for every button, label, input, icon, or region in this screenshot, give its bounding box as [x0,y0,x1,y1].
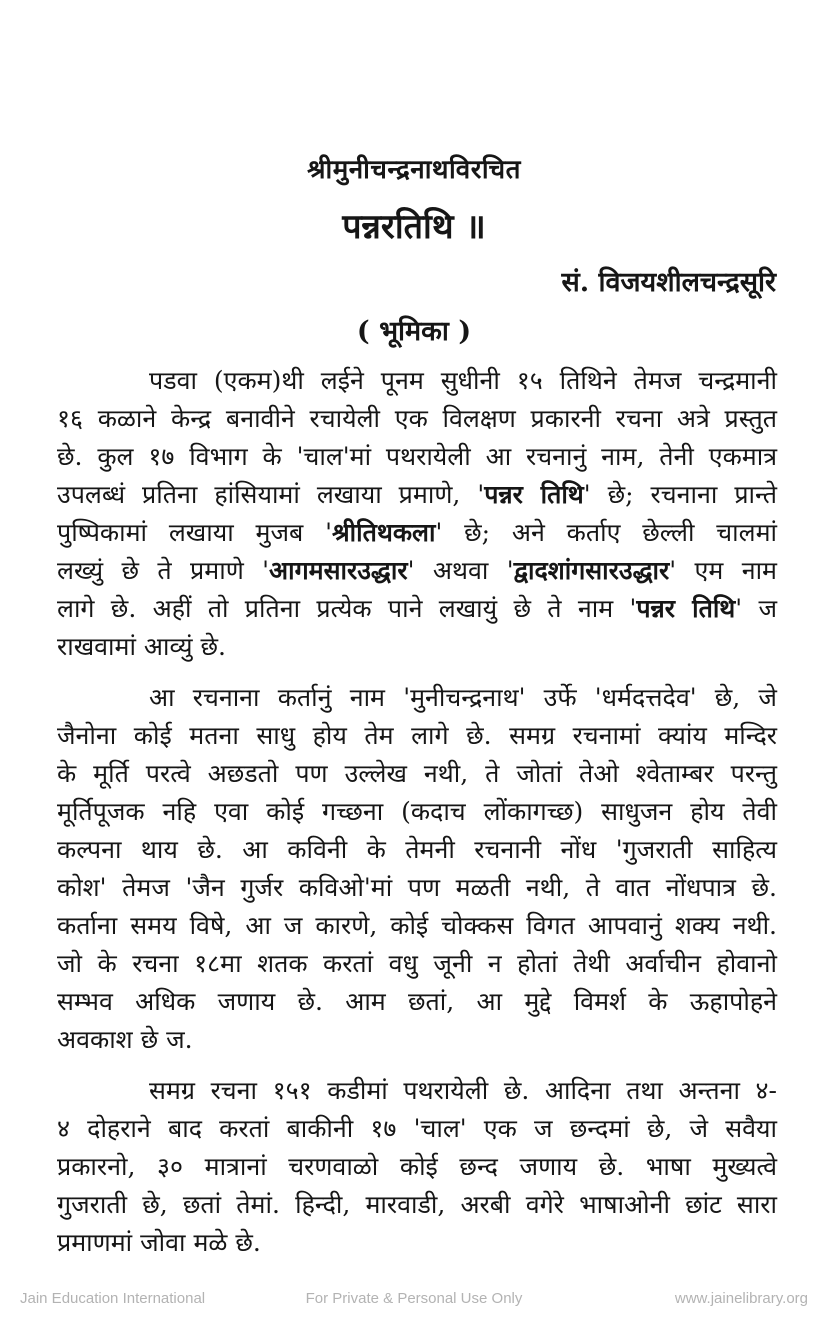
text-line [57,945,777,983]
bold-title-text: पन्नर तिथि [636,594,736,623]
bold-title-text: द्वादशांगसारउद्धार [513,556,670,585]
paragraph [57,362,777,666]
bold-title-text: आगमसारउद्धार [269,556,408,585]
text-line [57,552,777,590]
text-line [57,590,777,628]
footer-center-text: For Private & Personal Use Only [305,1290,523,1307]
title-block [0,0,828,348]
text-line [57,793,777,831]
body-paragraphs [57,362,777,1262]
bold-title-text: श्रीतिथकला [331,518,436,547]
text-segment: पडवा (एकम)थी लईने पूनम सुधीनी १५ तिथिने तेमज चन्द्रमानी [149,366,777,395]
text-line [57,755,777,793]
text-segment: गुजराती छे, छतां तेमां. हिन्दी, मारवाडी, अरबी वगेरे भाषाओनी छांट सारा [57,1190,777,1219]
text-line [57,907,777,945]
text-segment: १६ कळाने केन्द्र बनावीने रचायेली एक विलक्षण प्रकारनी रचना अत्रे प्रस्तुत [57,404,777,433]
text-segment: जो के रचना १८मा शतक करतां वधु जूनी न होतां तेथी अर्वाचीन होवानो [57,949,777,978]
text-segment: राखवामां आव्युं छे. [57,632,226,661]
text-segment: ' अथवा ' [407,556,514,585]
text-segment: ' छे; अने कर्ताए छेल्ली चालमां [435,518,777,547]
text-segment: अवकाश छे ज. [57,1025,193,1054]
text-line [57,514,777,552]
text-segment: ४ दोहराने बाद करतां बाकीनी १७ 'चाल' एक ज छन्दमां छे, जे सवैया [57,1114,777,1143]
text-segment: प्रकारनो, ३० मात्रानां चरणवाळो कोई छन्द जणाय छे. भाषा मुख्यत्वे [57,1152,777,1181]
section-heading-bhumika: ( भूमिका ) [356,316,472,347]
text-line [57,1072,777,1110]
text-segment: आ रचनाना कर्तानुं नाम 'मुनीचन्द्रनाथ' उर्फे 'धर्मदत्तदेव' छे, जे [149,683,777,712]
footer-right-text: www.jainelibrary.org [674,1290,808,1307]
text-line [57,1148,777,1186]
text-line [57,1021,777,1059]
text-line [57,1224,777,1262]
text-segment: उपलब्धं प्रतिना हांसियामां लखाया प्रमाणे, ' [57,480,485,509]
text-segment: ' एम नाम [669,556,778,585]
text-line [57,679,777,717]
text-segment: ' छे; रचनाना प्रान्ते [583,480,777,509]
text-segment: ' ज [735,594,778,623]
text-line [57,1110,777,1148]
text-line [57,476,777,514]
text-segment: जैनोना कोई मतना साधु होय तेम लागे छे. समग्र रचनामां क्यांय मन्दिर [57,721,777,750]
editor-credit: सं. विजयशीलचन्द्रसूरि [561,267,776,298]
paragraph [57,679,777,1059]
text-line [57,983,777,1021]
text-segment: के मूर्ति परत्वे अछडतो पण उल्लेख नथी, ते जोतां तेओ श्वेताम्बर परन्तु [57,759,777,788]
footer-left-text: Jain Education International [20,1290,206,1307]
text-segment: प्रमाणमां जोवा मळे छे. [57,1228,261,1257]
text-line [57,831,777,869]
text-line [57,400,777,438]
text-segment: कोश' तेमज 'जैन गुर्जर कविओ'मां पण मळती नथी, ते वात नोंधपात्र छे. [57,873,777,902]
text-segment: मूर्तिपूजक नहि एवा कोई गच्छना (कदाच लोंकागच्छ) साधुजन होय तेवी [57,797,777,826]
text-segment: कल्पना थाय छे. आ कविनी के तेमनी रचनानी नोंध 'गुजराती साहित्य [57,835,777,864]
text-line [57,869,777,907]
paragraph [57,1072,777,1262]
text-line [57,628,777,666]
text-segment: छे. कुल १७ विभाग के 'चाल'मां पथरायेली आ रचनानुं नाम, तेनी एकमात्र [57,442,777,471]
text-segment: कर्ताना समय विषे, आ ज कारणे, कोई चोक्कस विगत आपवानुं शक्य नथी. [57,911,777,940]
text-line [57,438,777,476]
text-segment: समग्र रचना १५१ कडीमां पथरायेली छे. आदिना तथा अन्तना ४- [149,1076,777,1105]
text-line [57,362,777,400]
main-title: पन्नरतिथि ॥ [342,207,486,247]
text-segment: सम्भव अधिक जणाय छे. आम छतां, आ मुद्दे विमर्श के ऊहापोहने [57,987,777,1016]
bold-title-text: पन्नर तिथि [484,480,584,509]
footer [0,1290,828,1307]
text-segment: लख्युं छे ते प्रमाणे ' [57,556,270,585]
text-line [57,717,777,755]
text-segment: लागे छे. अहीं तो प्रतिना प्रत्येक पाने लखायुं छे ते नाम ' [57,594,637,623]
author-line: श्रीमुनीचन्द्रनाथविरचित [307,155,521,185]
text-line [57,1186,777,1224]
text-segment: पुष्पिकामां लखाया मुजब ' [57,518,332,547]
